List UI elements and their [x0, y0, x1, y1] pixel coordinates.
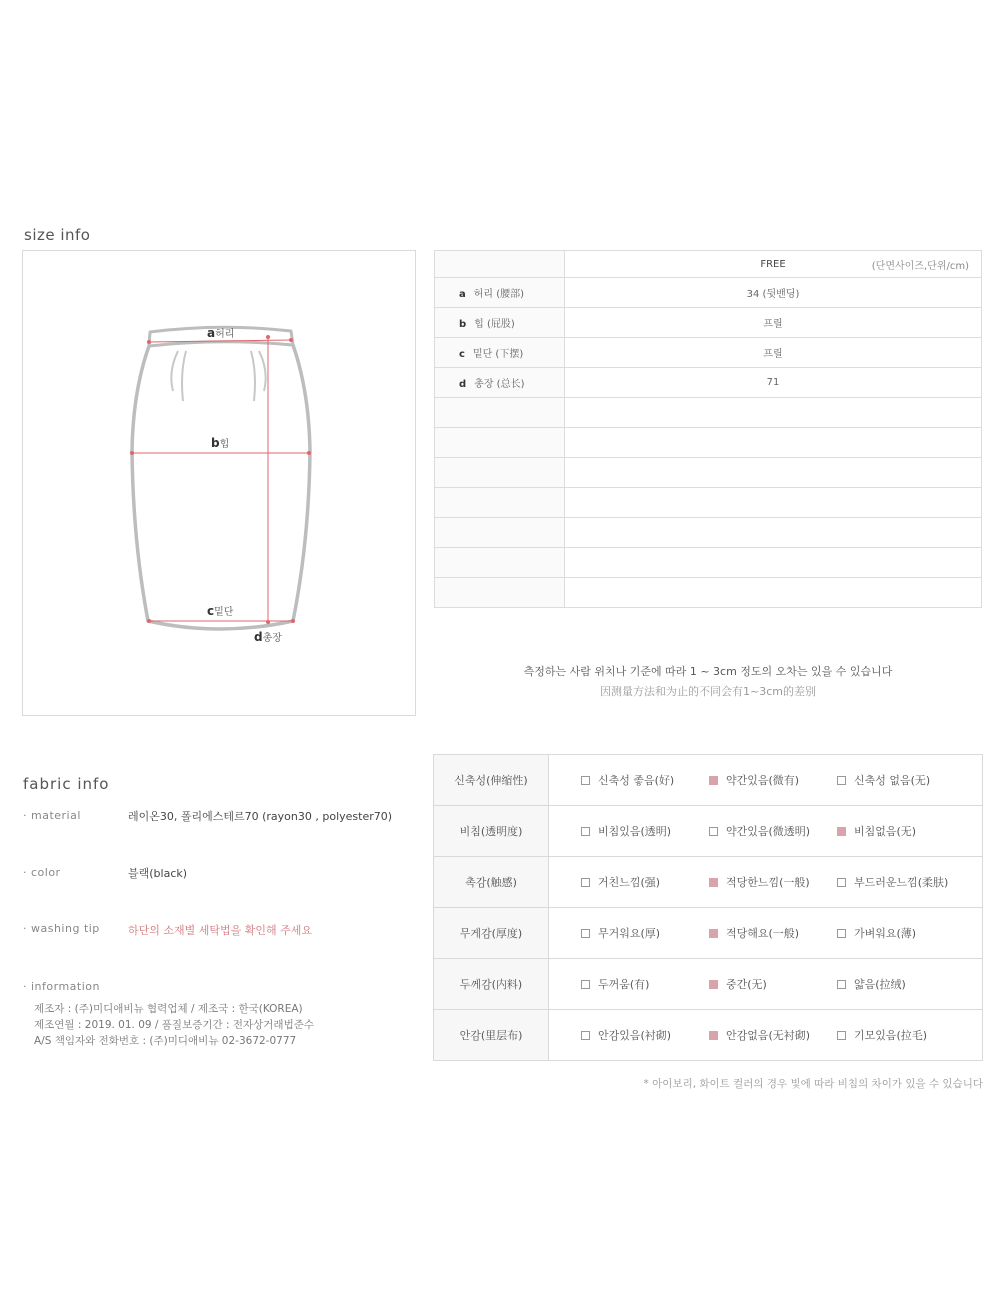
option: 얇음(拉绒) [837, 976, 947, 992]
row-letter: d [459, 379, 467, 390]
table-row [435, 308, 982, 338]
checkbox-icon [837, 980, 846, 989]
table-row [434, 806, 983, 857]
row-value: 프릴 [565, 308, 982, 338]
empty-row [435, 488, 982, 518]
option: 두꺼움(有) [581, 976, 709, 992]
option: 안감있음(衬砌) [581, 1027, 709, 1043]
property-name: 비침(透明度) [434, 806, 549, 857]
row-label: 총장 (总长) [474, 379, 525, 390]
diagram-label-c: c밑단 [207, 604, 234, 618]
checkbox-icon [709, 827, 718, 836]
table-row [434, 755, 983, 806]
option: 중간(无) [709, 976, 837, 992]
measurement-note-chinese: 因测量方法和为止的不同会有1~3cm的差别 [600, 685, 816, 698]
property-name: 무게감(厚度) [434, 908, 549, 959]
material-label: · material [23, 809, 81, 822]
info-line-as: A/S 책임자와 전화번호 : (주)미디애비뉴 02-3672-0777 [34, 1035, 297, 1047]
option: 가벼워요(薄) [837, 925, 947, 941]
row-label: 밑단 (下摆) [472, 349, 524, 360]
option: 약간있음(微透明) [709, 823, 837, 839]
row-letter: b [459, 319, 467, 330]
diagram-label-d: d총장 [254, 630, 282, 644]
table-row [434, 857, 983, 908]
empty-row [435, 398, 982, 428]
checkbox-icon [581, 1031, 590, 1040]
table-row [435, 368, 982, 398]
checkbox-checked-icon [709, 776, 718, 785]
material-value: 레이온30, 폴리에스테르70 (rayon30 , polyester70) [128, 810, 393, 823]
option: 부드러운느낌(柔肤) [837, 874, 947, 890]
color-label: · color [23, 866, 61, 879]
row-letter: c [459, 349, 465, 360]
size-info-title: size info [24, 226, 91, 244]
option: 신축성 좋음(好) [581, 772, 709, 788]
empty-row [435, 428, 982, 458]
row-letter: a [459, 289, 466, 300]
checkbox-icon [837, 776, 846, 785]
color-value: 블랙(black) [128, 867, 188, 880]
option: 신축성 없음(无) [837, 772, 947, 788]
size-free-header: FREE [760, 258, 786, 270]
checkbox-checked-icon [709, 929, 718, 938]
option: 비침없음(无) [837, 823, 947, 839]
row-label: 힙 (屁股) [474, 319, 515, 330]
checkbox-checked-icon [709, 1031, 718, 1040]
size-table [434, 250, 982, 608]
empty-row [435, 548, 982, 578]
table-row [435, 338, 982, 368]
property-name: 신축성(伸缩性) [434, 755, 549, 806]
row-label: 허리 (腰部) [473, 289, 525, 300]
checkbox-icon [837, 929, 846, 938]
table-row [435, 278, 982, 308]
washing-tip-label: · washing tip [23, 922, 100, 935]
checkbox-icon [581, 980, 590, 989]
option: 안감없음(无衬砌) [709, 1027, 837, 1043]
table-row [434, 908, 983, 959]
unit-note: (단면사이즈,단위/cm) [871, 261, 969, 272]
info-line-date: 제조연월 : 2019. 01. 09 / 품질보증기간 : 전자상거래법준수 [34, 1019, 315, 1031]
checkbox-icon [581, 827, 590, 836]
information-label: · information [23, 980, 100, 993]
option: 적당해요(一般) [709, 925, 837, 941]
empty-row [435, 578, 982, 608]
fabric-footnote: * 아이보리, 화이트 컬러의 경우 빛에 따라 비침의 차이가 있을 수 있습니다 [643, 1078, 983, 1090]
option: 약간있음(微有) [709, 772, 837, 788]
option: 무거워요(厚) [581, 925, 709, 941]
property-name: 두께감(内料) [434, 959, 549, 1010]
property-name: 촉감(触感) [434, 857, 549, 908]
checkbox-icon [581, 929, 590, 938]
empty-row [435, 518, 982, 548]
empty-row [435, 458, 982, 488]
diagram-label-a: a허리 [207, 326, 235, 340]
row-value: 71 [565, 368, 982, 398]
checkbox-icon [837, 1031, 846, 1040]
row-value: 34 (뒷밴딩) [565, 278, 982, 308]
option: 적당한느낌(一般) [709, 874, 837, 890]
property-name: 안감(里层布) [434, 1010, 549, 1061]
row-value: 프릴 [565, 338, 982, 368]
skirt-outline-illustration [23, 251, 417, 717]
option: 기모있음(拉毛) [837, 1027, 947, 1043]
skirt-diagram [22, 250, 416, 716]
option: 거친느낌(强) [581, 874, 709, 890]
fabric-info-title: fabric info [23, 775, 110, 793]
diagram-label-b: b힙 [211, 436, 230, 450]
washing-tip-value: 하단의 소재별 세탁법을 확인해 주세요 [128, 924, 313, 937]
checkbox-checked-icon [837, 827, 846, 836]
checkbox-checked-icon [709, 980, 718, 989]
size-table-header [435, 251, 982, 278]
info-line-manufacturer: 제조자 : (주)미디애비뉴 협력업체 / 제조국 : 한국(KOREA) [34, 1003, 303, 1015]
checkbox-checked-icon [709, 878, 718, 887]
checkbox-icon [581, 878, 590, 887]
checkbox-icon [837, 878, 846, 887]
table-row [434, 959, 983, 1010]
option: 비침있음(透明) [581, 823, 709, 839]
measurement-note-korean: 측정하는 사람 위치나 기준에 따라 1 ~ 3cm 정도의 오차는 있을 수 있습니다 [523, 665, 893, 678]
table-row [434, 1010, 983, 1061]
checkbox-icon [581, 776, 590, 785]
fabric-property-table [433, 754, 983, 1061]
